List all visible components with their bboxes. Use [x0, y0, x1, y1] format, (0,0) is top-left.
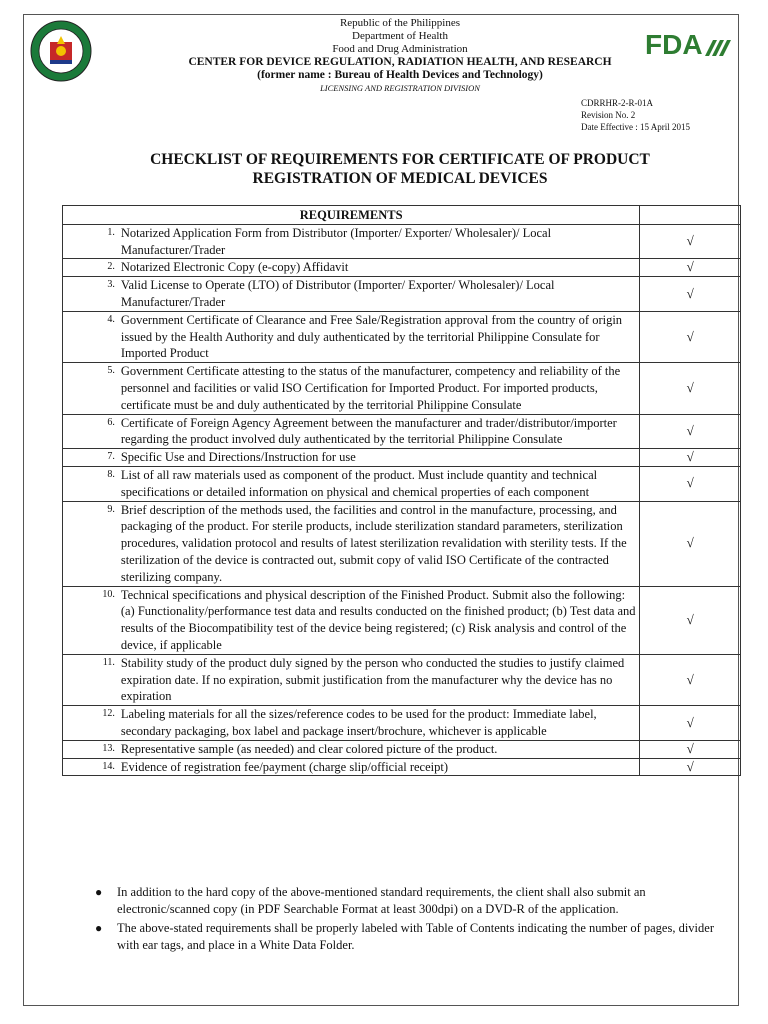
- title-line-2: REGISTRATION OF MEDICAL DEVICES: [252, 170, 548, 187]
- check-mark-icon: √: [640, 224, 741, 259]
- note-text: In addition to the hard copy of the above-mentioned standard requirements, the client shall also submit an electronic/scanned copy (in PDF Searchable Format at least 300dpi) on a DVD-R of the application.: [117, 885, 646, 916]
- table-row: [63, 758, 741, 776]
- doc-revision: Revision No. 2: [581, 110, 636, 120]
- note-item: [95, 920, 735, 954]
- check-mark-icon: √: [640, 654, 741, 705]
- requirement-text: Notarized Application Form from Distributor (Importer/ Exporter/ Wholesaler)/ Local Manufacturer/Trader: [119, 224, 640, 259]
- check-mark-icon: √: [640, 586, 741, 654]
- check-mark-icon: √: [640, 449, 741, 467]
- table-row: [63, 259, 741, 277]
- table-row: [63, 654, 741, 705]
- table-row: [63, 586, 741, 654]
- row-number: 11.: [63, 654, 119, 705]
- header-former-name: (former name : Bureau of Health Devices and Technology): [257, 69, 543, 81]
- row-number: 2.: [63, 259, 119, 277]
- check-mark-icon: √: [640, 277, 741, 312]
- requirement-text: Valid License to Operate (LTO) of Distributor (Importer/ Exporter/ Wholesaler)/ Local Manufacturer/Trader: [119, 277, 640, 312]
- header-republic: Republic of the Philippines: [339, 17, 461, 29]
- requirement-text: Brief description of the methods used, the facilities and control in the manufacture, processing, and packaging of the product. For sterile products, include sterilization standard parameters, sterilization procedures, validation protocol and results of latest sterilization revalidation with sterility tests. If the sterilization of the device is contracted out, submit copy of valid ISO Certificate of the contracted sterilizing company.: [119, 501, 640, 586]
- note-item: [95, 884, 735, 918]
- table-row: [63, 311, 741, 362]
- requirement-text: Representative sample (as needed) and clear colored picture of the product.: [119, 740, 640, 758]
- row-number: 7.: [63, 449, 119, 467]
- bullet-icon: ●: [95, 885, 103, 899]
- table-row: [63, 706, 741, 741]
- table-row: [63, 363, 741, 414]
- fda-logo-text: FDA: [645, 29, 703, 60]
- table-row: [63, 501, 741, 586]
- table-header-row: [63, 206, 741, 225]
- header-division: LICENSING AND REGISTRATION DIVISION: [320, 83, 480, 93]
- table-row: [63, 277, 741, 312]
- title-line-1: CHECKLIST OF REQUIREMENTS FOR CERTIFICATE OF PRODUCT: [150, 151, 650, 168]
- check-mark-icon: √: [640, 259, 741, 277]
- page-title: [60, 150, 740, 188]
- row-number: 14.: [63, 758, 119, 776]
- row-number: 1.: [63, 224, 119, 259]
- document-info: [581, 97, 690, 133]
- requirement-text: Certificate of Foreign Agency Agreement between the manufacturer and trader/distributor/importer regarding the product involved duly authenticated by the territorial Philippine Consulate: [119, 414, 640, 449]
- row-number: 10.: [63, 586, 119, 654]
- row-number: 12.: [63, 706, 119, 741]
- requirement-text: Labeling materials for all the sizes/reference codes to be used for the product: Immediate label, secondary packaging, box label and package insert/brochure, whichever is applicable: [119, 706, 640, 741]
- doc-code: CDRRHR-2-R-01A: [581, 98, 654, 108]
- doc-date-effective: Date Effective : 15 April 2015: [581, 122, 691, 132]
- requirement-text: Government Certificate of Clearance and Free Sale/Registration approval from the country of origin issued by the Health Authority and duly authenticated by the territorial Philippine Consulate for Imported Product: [119, 311, 640, 362]
- row-number: 9.: [63, 501, 119, 586]
- row-number: 3.: [63, 277, 119, 312]
- check-mark-icon: √: [640, 706, 741, 741]
- check-mark-icon: √: [640, 501, 741, 586]
- row-number: 4.: [63, 311, 119, 362]
- note-text: The above-stated requirements shall be properly labeled with Table of Contents indicating the number of pages, divider with ear tags, and place in a White Data Folder.: [117, 921, 714, 952]
- header-block: [100, 17, 700, 95]
- requirement-text: Notarized Electronic Copy (e-copy) Affidavit: [119, 259, 640, 277]
- header-agency: Food and Drug Administration: [332, 43, 468, 55]
- row-number: 13.: [63, 740, 119, 758]
- requirement-text: Specific Use and Directions/Instruction for use: [119, 449, 640, 467]
- row-number: 8.: [63, 466, 119, 501]
- table-row: [63, 414, 741, 449]
- check-mark-icon: √: [640, 740, 741, 758]
- requirement-text: List of all raw materials used as component of the product. Must include quantity and technical specifications or detailed information on physical and chemical properties of each component: [119, 466, 640, 501]
- check-mark-icon: √: [640, 758, 741, 776]
- row-number: 6.: [63, 414, 119, 449]
- check-mark-icon: √: [640, 414, 741, 449]
- check-column-header: [640, 206, 741, 225]
- doh-seal-icon: [30, 20, 92, 82]
- table-row: [63, 740, 741, 758]
- requirement-text: Stability study of the product duly signed by the person who conducted the studies to justify claimed expiration date. If no expiration, submit justification from the manufacturer why the device has no expiration: [119, 654, 640, 705]
- requirement-text: Government Certificate attesting to the status of the manufacturer, competency and reliability of the personnel and facilities or valid ISO Certification for Imported Product. For imported products, certificate must be and duly authenticated by the territorial Philippine Consulate: [119, 363, 640, 414]
- requirements-header: REQUIREMENTS: [63, 206, 640, 225]
- row-number: 5.: [63, 363, 119, 414]
- check-mark-icon: √: [640, 311, 741, 362]
- check-mark-icon: √: [640, 466, 741, 501]
- requirement-text: Evidence of registration fee/payment (charge slip/official receipt): [119, 758, 640, 776]
- requirements-table: [62, 205, 741, 776]
- check-mark-icon: √: [640, 363, 741, 414]
- header-department: Department of Health: [352, 30, 448, 42]
- notes-list: [95, 884, 735, 956]
- header-center: CENTER FOR DEVICE REGULATION, RADIATION HEALTH, AND RESEARCH: [188, 56, 612, 68]
- requirements-body: [63, 224, 741, 776]
- table-row: [63, 449, 741, 467]
- table-row: [63, 224, 741, 259]
- table-row: [63, 466, 741, 501]
- bullet-icon: ●: [95, 921, 103, 935]
- requirement-text: Technical specifications and physical description of the Finished Product. Submit also the following: (a) Functionality/performance test data and results conducted on the finished product; (b) Test data and results of the Biocompatibility test of the device being registered; (c) Risk analysis and control of the device, if applicable: [119, 586, 640, 654]
